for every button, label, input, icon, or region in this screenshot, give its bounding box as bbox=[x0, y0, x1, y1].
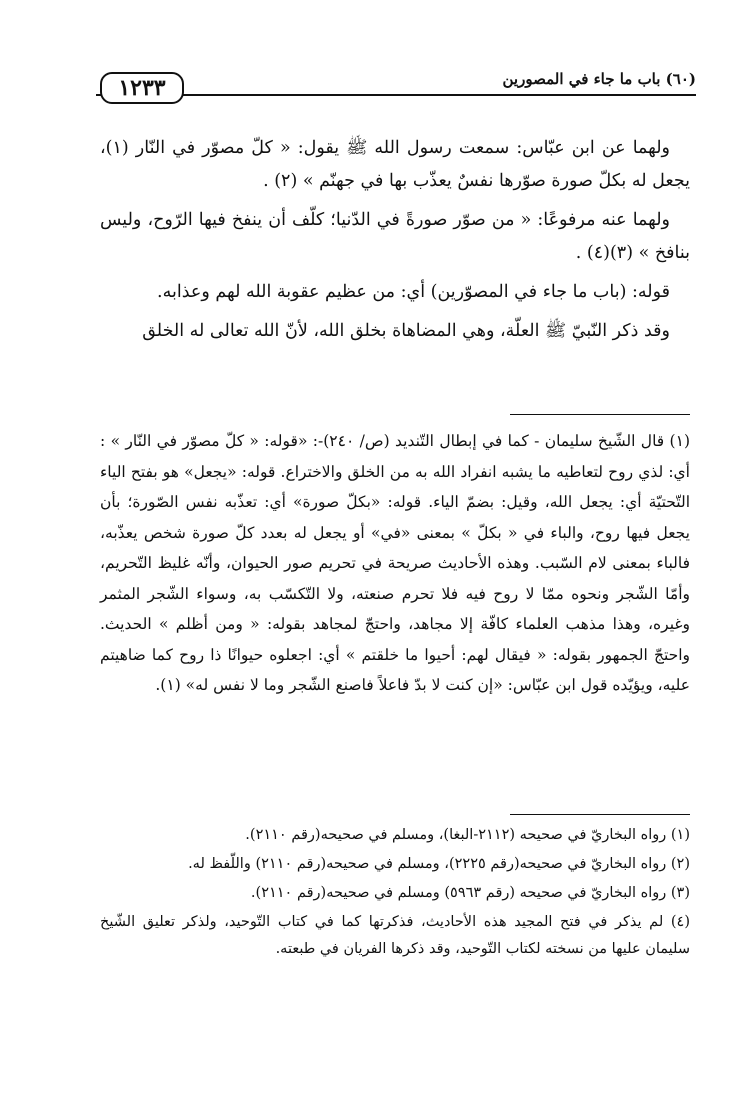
header-rule bbox=[96, 94, 696, 96]
chapter-title: (٦٠) باب ما جاء في المصورين bbox=[502, 70, 696, 88]
source-footnotes bbox=[100, 822, 690, 963]
main-paragraph: ولهما عنه مرفوعًا: « من صوّر صورةً في الدّنيا؛ كلّف أن ينفخ فيها الرّوح، وليس بنافخ » (٣)(٤) . bbox=[100, 210, 690, 263]
commentary-text: (١) قال الشّيخ سليمان - كما في إبطال التّنديد (ص/ ٢٤٠)-: «قوله: « كلّ مصوّر في النّار » : أي: لذي روح لتعاطيه ما يشبه انفراد الله به من الخلق والاختراع. قوله: «يجعل» هو بفتح الياء التّحتيّة أي: يجعل الله، وقيل: بضمّ الياء. قوله: «بكلّ صورة» أي: تعذّبه نفس الصّورة؛ بأن يجعل فيها روح، والباء في « بكلّ » بمعنى «في» أو يجعل له بعدد كلّ صورة شخص يعذّبه، فالباء بمعنى لام السّبب. وهذه الأحاديث صريحة في تحريم صور الحيوان، وأنّه غليظ التّحريم، وأمّا الشّجر ونحوه ممّا لا روح فيه فلا تحرم صنعته، ولا التّكسّب به، وسواء الشّجر المثمر وغيره، وهذا مذهب العلماء كافّة إلا مجاهد، واحتجّ لمجاهد بقوله: « ومن أظلم » الحديث. واحتجّ الجمهور بقوله: « فيقال لهم: أحيوا ما خلقتم » أي: اجعلوه حيوانًا ذا روح كما ضاهيتم عليه، ويؤيّده قول ابن عبّاس: «إن كنت لا بدّ فاعلاً فاصنع الشّجر وما لا نفس له» (١). bbox=[100, 432, 690, 694]
footnote-separator bbox=[510, 814, 690, 815]
footnote-separator bbox=[510, 414, 690, 415]
footnote-item: (٤) لم يذكر في فتح المجيد هذه الأحاديث، فذكرتها كما في كتاب التّوحيد، ولذكر تعليق الشّيخ سليمان عليها من نسخته لكتاب التّوحيد، وقد ذكرها الفريان في طبعته. bbox=[100, 914, 690, 957]
footnote-item: (١) رواه البخاريّ في صحيحه (٢١١٢-البغا)، ومسلم في صحيحه(رقم ٢١١٠). bbox=[245, 827, 690, 843]
footnote-item: (٢) رواه البخاريّ في صحيحه(رقم ٢٢٢٥)، ومسلم في صحيحه(رقم ٢١١٠) واللّفظ له. bbox=[188, 856, 690, 872]
page-header bbox=[96, 66, 696, 101]
main-paragraph: ولهما عن ابن عبّاس: سمعت رسول الله ﷺ يقول: « كلّ مصوّر في النّار (١)، يجعل له بكلّ صورة صوّرها نفسٌ يعذّب بها في جهنّم » (٢) . bbox=[100, 138, 690, 191]
main-paragraph: قوله: (باب ما جاء في المصوّرين) أي: من عظيم عقوبة الله لهم وعذابه. bbox=[157, 282, 670, 302]
main-paragraph: وقد ذكر النّبيّ ﷺ العلّة، وهي المضاهاة بخلق الله، لأنّ الله تعالى له الخلق bbox=[142, 321, 670, 341]
commentary-footnote bbox=[100, 426, 690, 701]
footnote-item: (٣) رواه البخاريّ في صحيحه (رقم ٥٩٦٣) ومسلم في صحيحه(رقم ٢١١٠). bbox=[250, 885, 690, 901]
main-text bbox=[100, 132, 690, 348]
page-number: ١٢٣٣ bbox=[100, 72, 184, 104]
